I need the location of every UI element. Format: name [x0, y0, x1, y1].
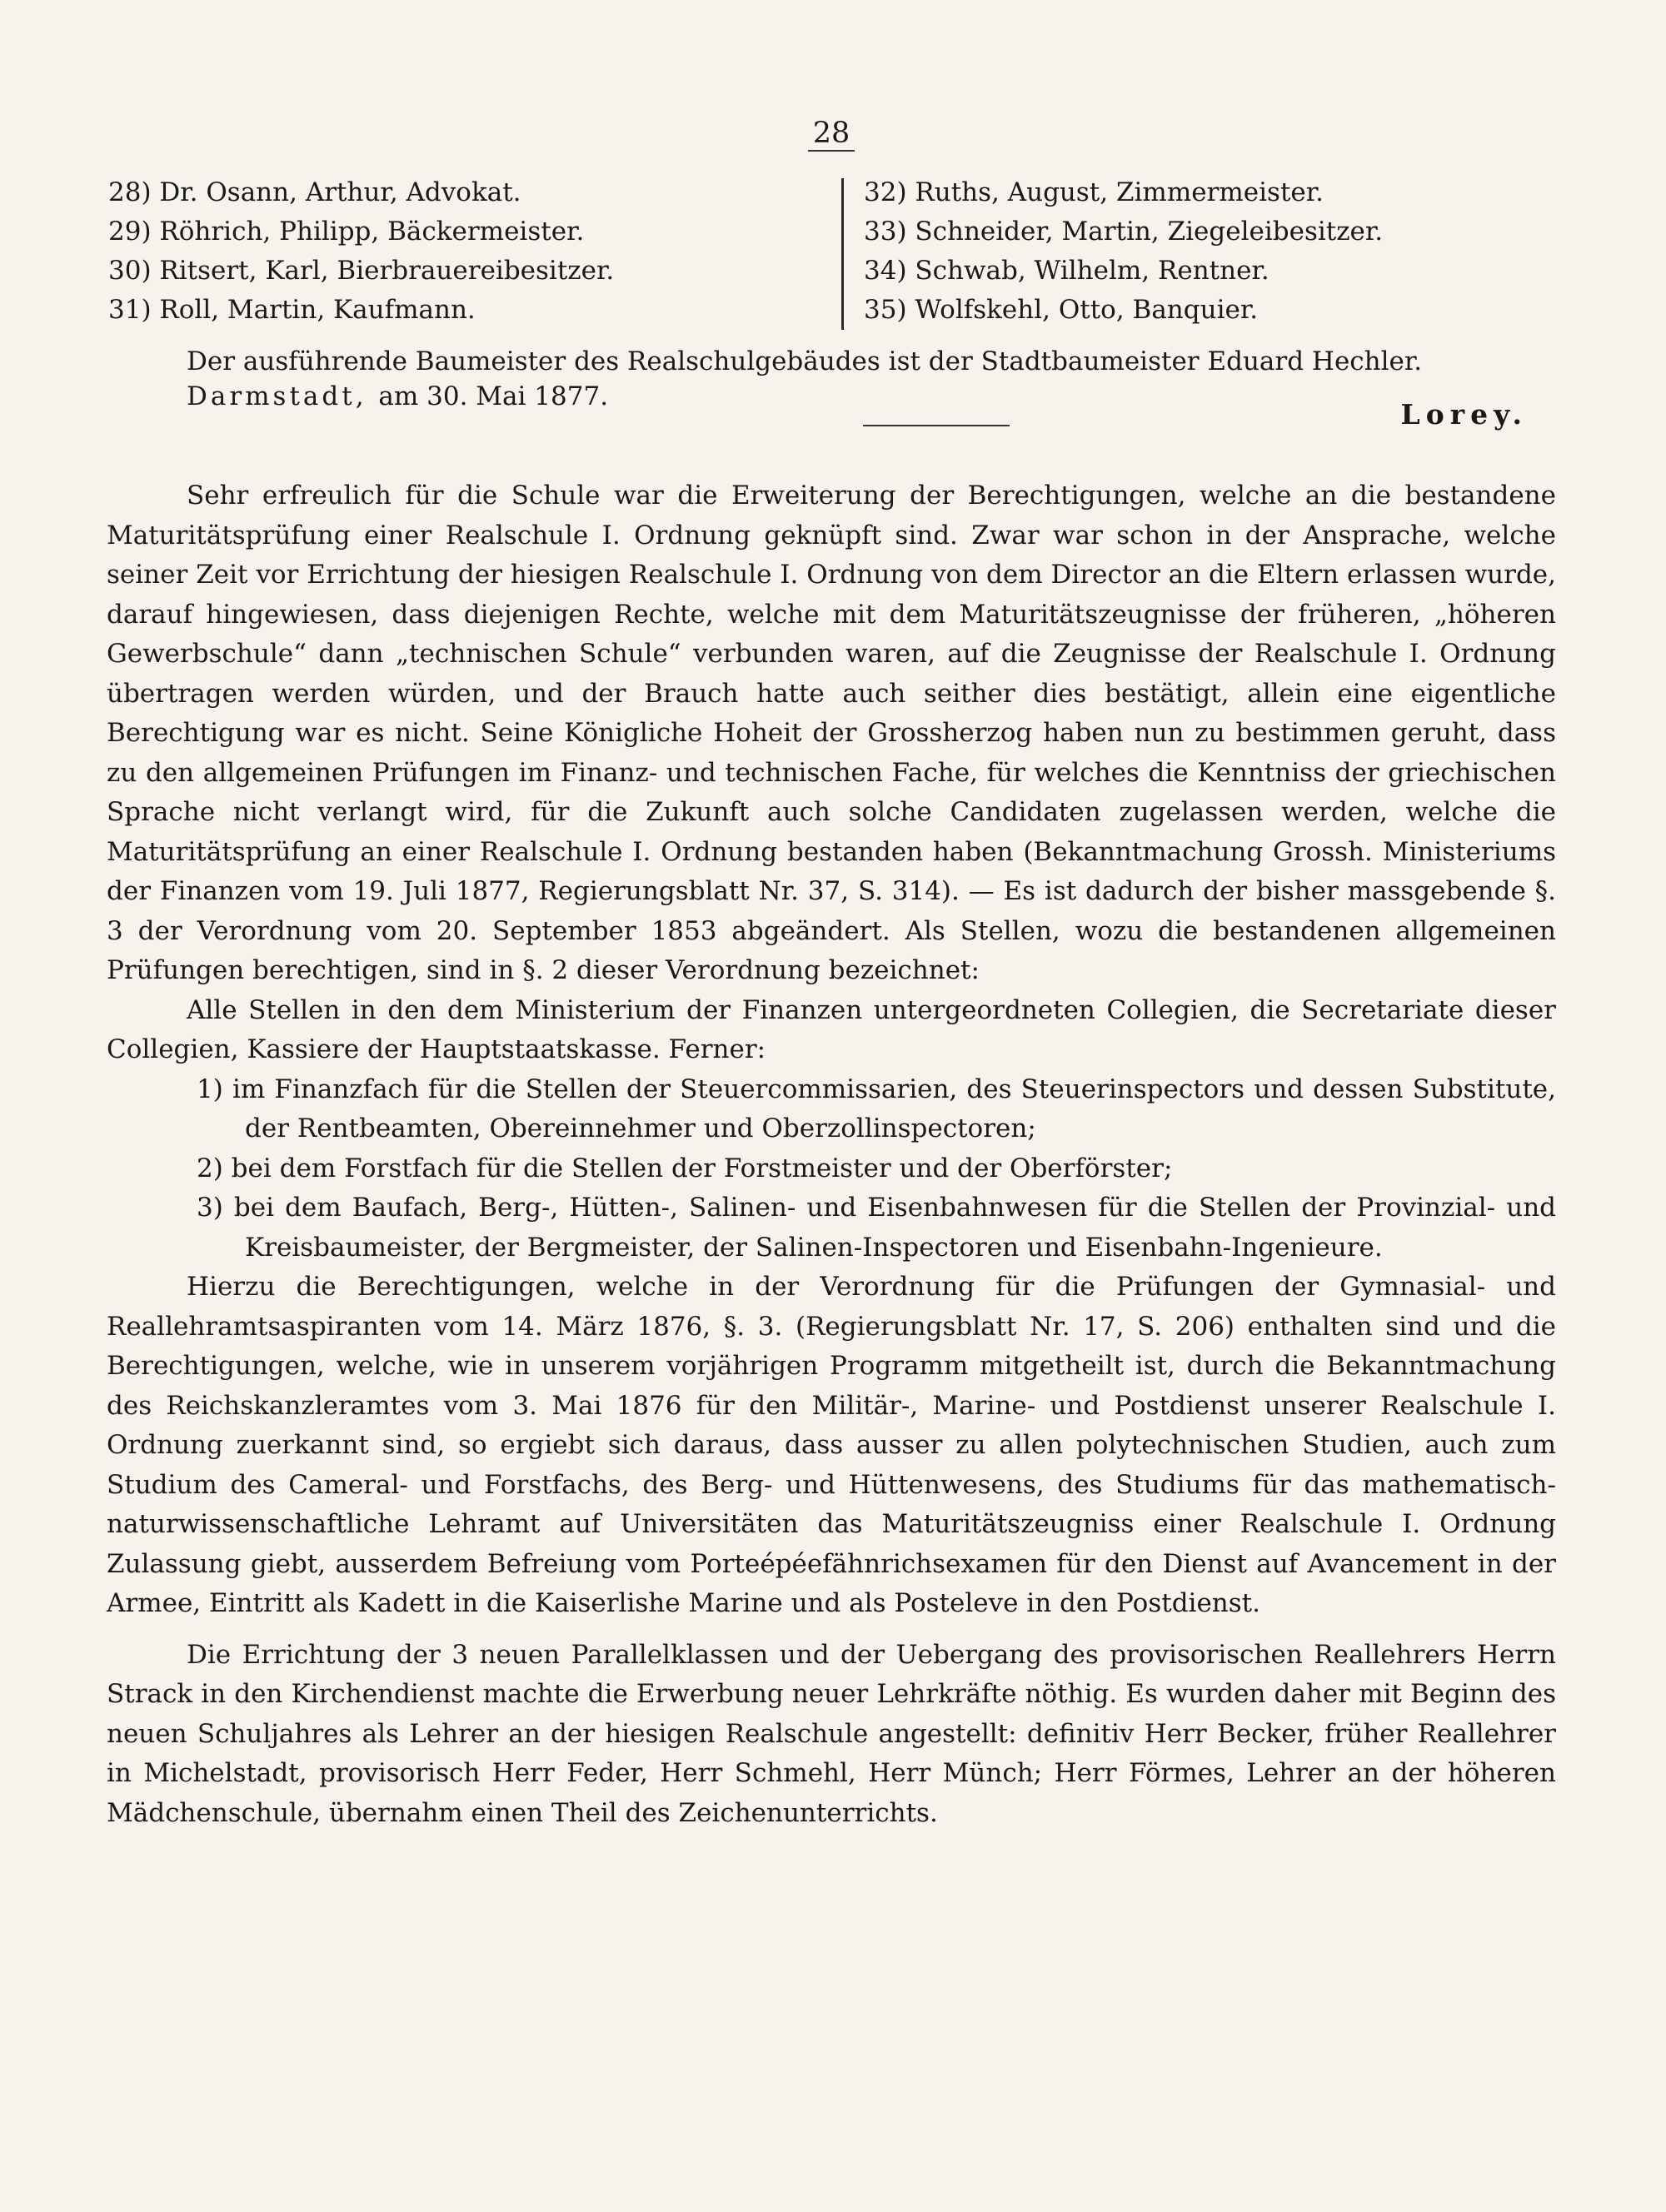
signature-place: Darmstadt,	[187, 381, 367, 411]
list-item: 31) Roll, Martin, Kaufmann.	[108, 295, 476, 325]
list-item: 32) Ruths, August, Zimmermeister.	[864, 177, 1324, 207]
signature-date: am 30. Mai 1877.	[378, 381, 609, 411]
signature-place-date	[187, 381, 608, 411]
list-item: 2) bei dem Forstfach für die Stellen der Forstmeister und der Oberförster;	[197, 1153, 1173, 1183]
list-item: 34) Schwab, Wilhelm, Rentner.	[864, 256, 1269, 286]
page-number-text: 28	[808, 117, 855, 152]
builder-note: Der ausführende Baumeister des Realschulgebäudes ist der Stadtbaumeister Eduard Hechler.	[187, 346, 1423, 376]
signature-name: Lorey.	[1400, 398, 1528, 431]
paragraph: Sehr erfreulich für die Schule war die Erweiterung der Berechtigungen, welche an die bestandene Maturitätsprüfung einer Realschule I. Ordnung geknüpft sind. Zwar war schon in der Ansprache, welche seiner Zeit vor Errichtung der hiesigen Realschule I. Ordnung von dem Director an die Eltern erlassen wurde, darauf hingewiesen, dass diejenigen Rechte, welche mit dem Maturitätszeugnisse der früheren, „höheren Gewerbschule“ dann „technischen Schule“ verbunden waren, auf die Zeugnisse der Realschule I. Ordnung übertragen werden würden, und der Brauch hatte auch seither dies bestätigt, allein eine eigentliche Berechtigung war es nicht. Seine Königliche Hoheit der Grossherzog haben nun zu bestimmen geruht, dass zu den allgemeinen Prüfungen im Finanz- und technischen Fache, für welches die Kenntniss der griechischen Sprache nicht verlangt wird, für die Zukunft auch solche Candidaten zugelassen werden, welche die Maturitätsprüfung an einer Realschule I. Ordnung bestanden haben (Bekanntmachung Grossh. Ministeriums der Finanzen vom 19. Juli 1877, Regierungsblatt Nr. 37, S. 314). — Es ist dadurch der bisher massgebende §. 3 der Verordnung vom 20. September 1853 abgeändert. Als Stellen, wozu die bestandenen allgemeinen Prüfungen berechtigen, sind in §. 2 dieser Verordnung bezeichnet:	[107, 481, 1556, 985]
signature-divider	[863, 425, 1010, 426]
paragraph: Die Errichtung der 3 neuen Parallelklassen und der Uebergang des provisorischen Reallehrers Herrn Strack in den Kirchendienst machte die Erwerbung neuer Lehrkräfte nöthig. Es wurden daher mit Beginn des neuen Schuljahres als Lehrer an der hiesigen Realschule angestellt: definitiv Herr Becker, früher Reallehrer in Michelstadt, provisorisch Herr Feder, Herr Schmehl, Herr Münch; Herr Förmes, Lehrer an der höheren Mädchenschule, übernahm einen Theil des Zeichenunterrichts.	[107, 1639, 1556, 1828]
page-number	[107, 117, 1556, 165]
list-item: 35) Wolfskehl, Otto, Banquier.	[864, 295, 1259, 325]
list-item: 28) Dr. Osann, Arthur, Advokat.	[108, 177, 521, 207]
paragraph: Alle Stellen in den dem Ministerium der Finanzen untergeordneten Collegien, die Secretariate dieser Collegien, Kassiere der Hauptstaatskasse. Ferner:	[107, 994, 1556, 1064]
list-item: 1) im Finanzfach für die Stellen der Steuercommissarien, des Steuerinspectors und dessen Substitute, der Rentbeamten, Obereinnehmer und Oberzollinspectoren;	[197, 1074, 1556, 1143]
list-item: 30) Ritsert, Karl, Bierbrauereibesitzer.	[108, 256, 615, 286]
position-list	[107, 1070, 1556, 1268]
paragraph: Hierzu die Berechtigungen, welche in der Verordnung für die Prüfungen der Gymnasial- und Reallehramtsaspiranten vom 14. März 1876, §. 3. (Regierungsblatt Nr. 17, S. 206) enthalten sind und die Berechtigungen, welche, wie in unserem vorjährigen Programm mitgetheilt ist, durch die Bekanntmachung des Reichskanzleramtes vom 3. Mai 1876 für den Militär-, Marine- und Postdienst unserer Realschule I. Ordnung zuerkannt sind, so ergiebt sich daraus, dass ausser zu allen polytechnischen Studien, auch zum Studium des Cameral- und Forstfachs, des Berg- und Hüttenwesens, des Studiums für das mathematisch-naturwissenschaftliche Lehramt auf Universitäten das Maturitätszeugniss einer Realschule I. Ordnung Zulassung giebt, ausserdem Befreiung vom Porteépéefähnrichsexamen für den Dienst auf Avancement in der Armee, Eintritt als Kadett in die Kaiserlishe Marine und als Posteleve in den Postdienst.	[107, 1272, 1556, 1618]
list-item: 33) Schneider, Martin, Ziegeleibesitzer.	[864, 217, 1384, 247]
member-list-right-column	[864, 173, 1556, 330]
member-list	[107, 173, 1556, 330]
signature-block	[107, 381, 1556, 431]
list-item: 3) bei dem Baufach, Berg-, Hütten-, Salinen- und Eisenbahnwesen für die Stellen der Provinzial- und Kreisbaumeister, der Bergmeister, der Salinen-Inspectoren und Eisenbahn-Ingenieure.	[197, 1193, 1556, 1263]
column-divider	[841, 178, 844, 330]
list-item: 29) Röhrich, Philipp, Bäckermeister.	[108, 217, 585, 247]
document-page	[107, 117, 1556, 1833]
body-text	[107, 476, 1556, 1833]
member-list-left-column	[107, 173, 841, 330]
